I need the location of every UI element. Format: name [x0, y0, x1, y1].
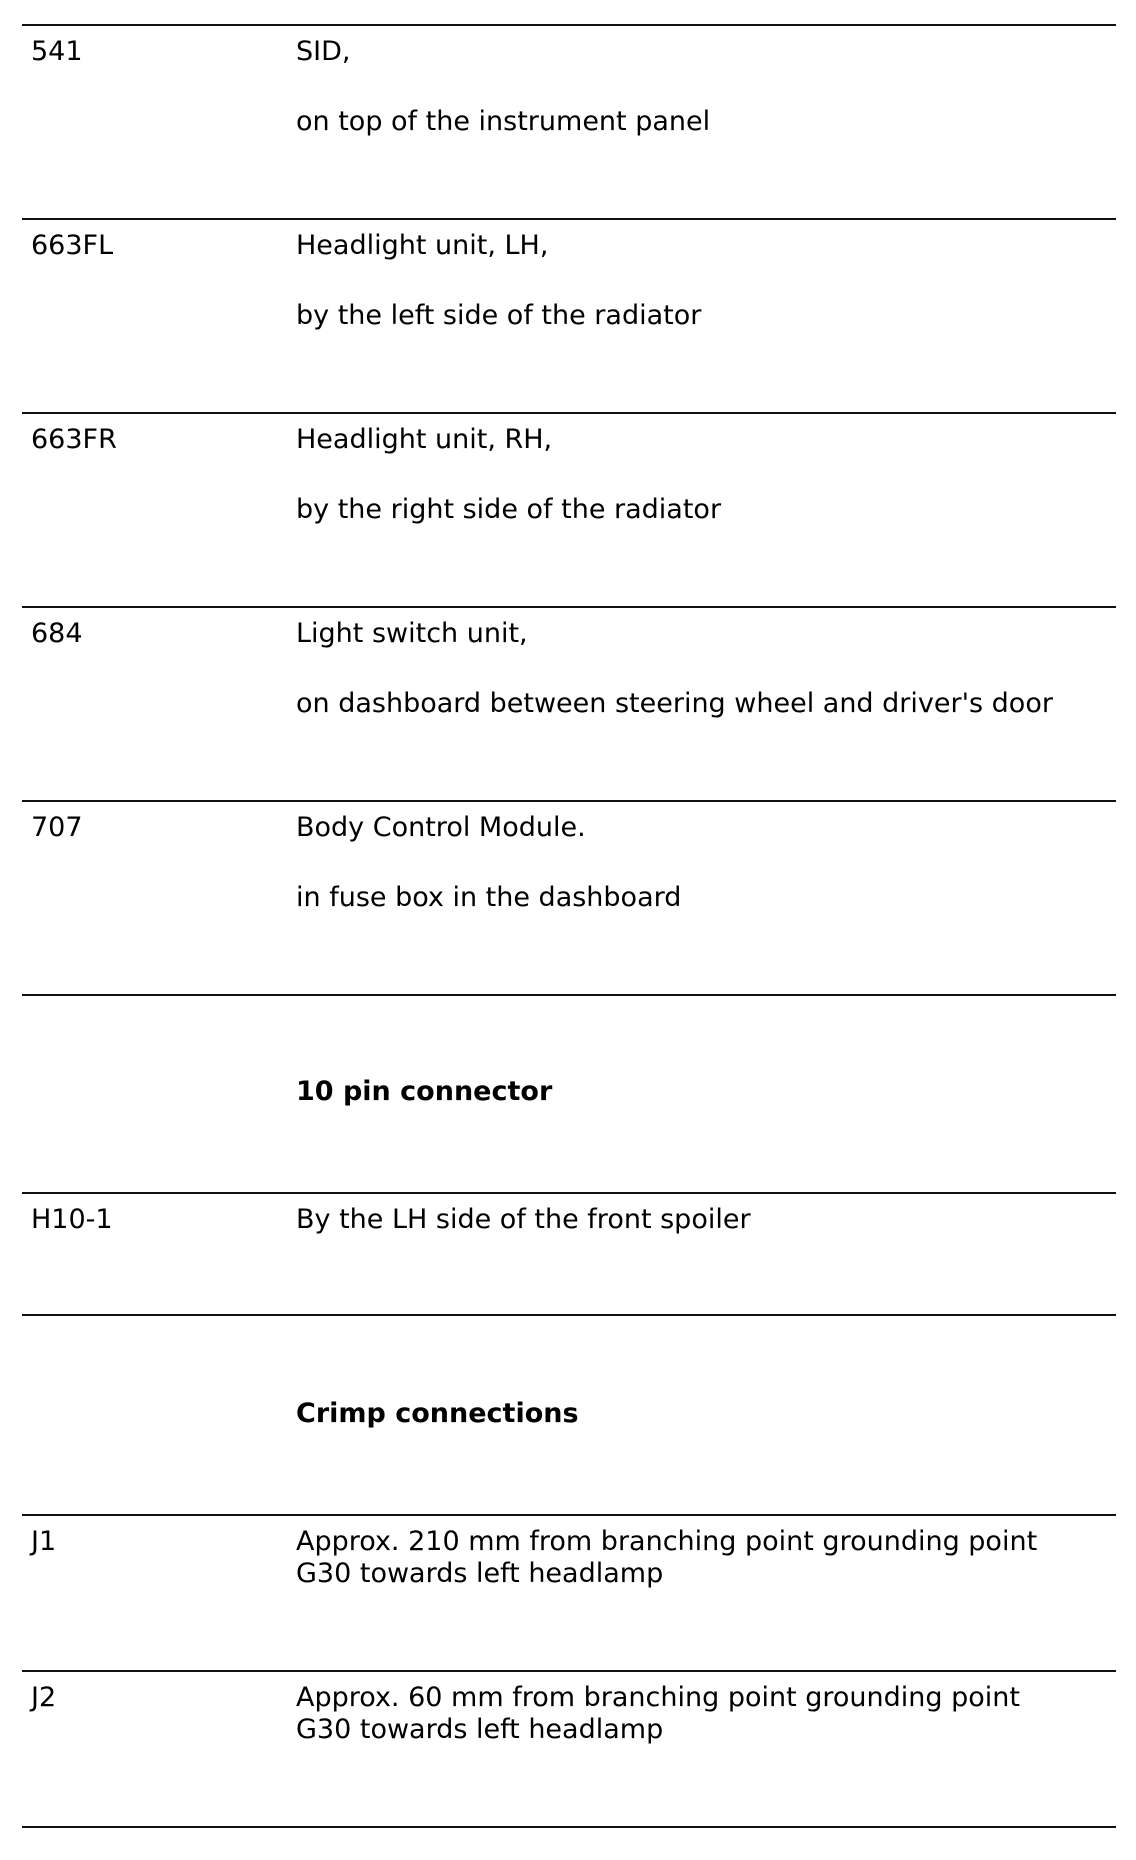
component-name: Body Control Module.	[296, 812, 586, 843]
row-divider	[22, 218, 1116, 220]
location-line: Approx. 60 mm from branching point grounding point	[296, 1682, 1020, 1713]
section-heading-crimp-connections: Crimp connections	[296, 1398, 579, 1429]
component-code: 707	[31, 812, 83, 843]
component-code: H10-1	[31, 1204, 113, 1235]
row-divider	[22, 412, 1116, 414]
location-line: G30 towards left headlamp	[296, 1558, 664, 1589]
row-divider	[22, 1826, 1116, 1828]
component-name: Light switch unit,	[296, 618, 528, 649]
row-divider	[22, 1314, 1116, 1316]
component-location	[296, 1526, 1108, 1590]
component-code: J1	[31, 1526, 57, 1557]
component-location: on top of the instrument panel	[296, 106, 711, 137]
component-location: by the right side of the radiator	[296, 494, 722, 525]
component-code: 684	[31, 618, 83, 649]
component-location	[296, 1682, 1108, 1746]
row-divider	[22, 1670, 1116, 1672]
component-name: SID,	[296, 36, 351, 67]
component-location: on dashboard between steering wheel and driver's door	[296, 688, 1053, 719]
component-location: in fuse box in the dashboard	[296, 882, 682, 913]
component-code: 663FR	[31, 424, 117, 455]
section-heading-pin-connector: 10 pin connector	[296, 1076, 553, 1107]
row-divider	[22, 24, 1116, 26]
component-name: Headlight unit, RH,	[296, 424, 553, 455]
component-code: 663FL	[31, 230, 114, 261]
component-location: By the LH side of the front spoiler	[296, 1204, 751, 1235]
row-divider	[22, 994, 1116, 996]
component-description	[296, 424, 1108, 526]
component-code: J2	[31, 1682, 57, 1713]
row-divider	[22, 1192, 1116, 1194]
row-divider	[22, 1514, 1116, 1516]
component-description	[296, 812, 1108, 914]
component-name: Headlight unit, LH,	[296, 230, 549, 261]
component-description	[296, 230, 1108, 332]
component-description	[296, 36, 1108, 138]
row-divider	[22, 800, 1116, 802]
component-location: by the left side of the radiator	[296, 300, 702, 331]
row-divider	[22, 606, 1116, 608]
location-line: Approx. 210 mm from branching point grounding point	[296, 1526, 1038, 1557]
location-line: G30 towards left headlamp	[296, 1714, 664, 1745]
component-description	[296, 618, 1108, 720]
component-code: 541	[31, 36, 83, 67]
